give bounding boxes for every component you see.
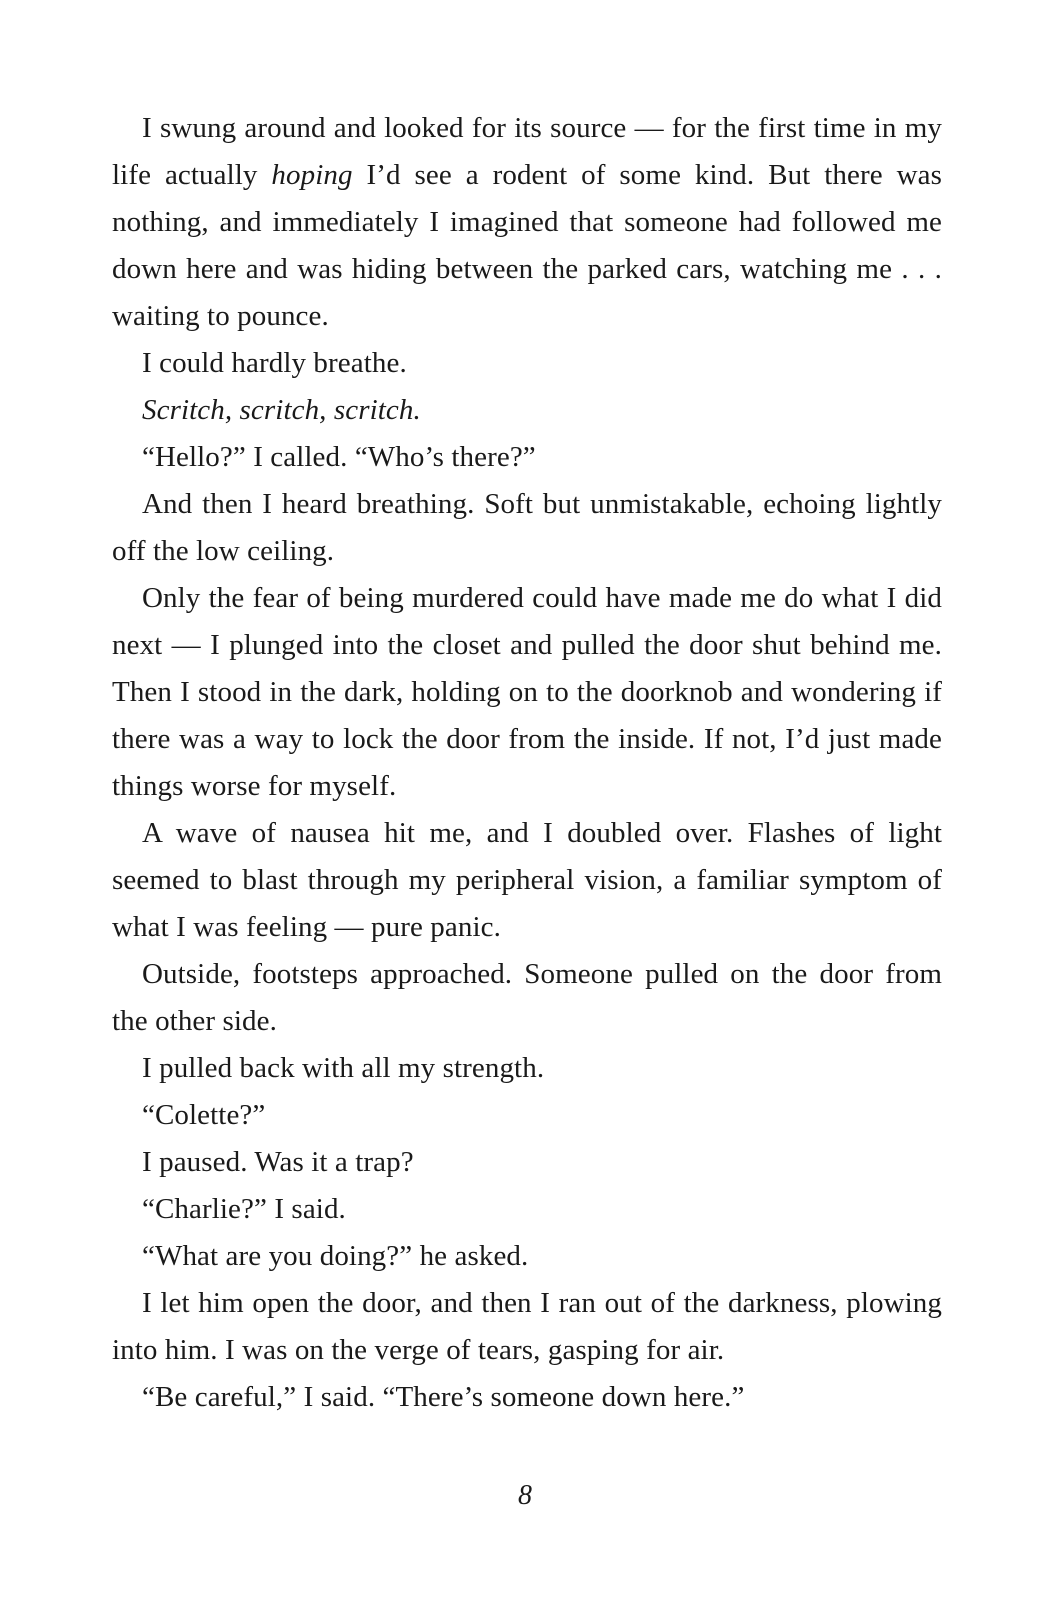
page-number: 8 — [518, 1480, 532, 1511]
paragraph — [112, 481, 942, 575]
paragraph-text: I’d see a rodent of some kind. But there was nothing, and immediately I imagined that someone had followed me down here and was hiding between the parked cars, watching me . . . waiting to pounce. — [112, 159, 942, 332]
paragraph — [112, 105, 942, 340]
paragraph-text: A wave of nausea hit me, and I doubled over. Flashes of light seemed to blast through my peripheral vision, a familiar symptom of what I was feeling — pure panic. — [112, 817, 942, 943]
paragraph — [112, 387, 942, 434]
paragraph-text: “Colette?” — [142, 1099, 266, 1131]
paragraph-text: I paused. Was it a trap? — [142, 1146, 414, 1178]
paragraph-text: “Hello?” I called. “Who’s there?” — [142, 441, 536, 473]
paragraph-text: “What are you doing?” he asked. — [142, 1240, 529, 1272]
paragraph — [112, 1092, 942, 1139]
paragraph — [112, 1045, 942, 1092]
paragraph-text: I let him open the door, and then I ran out of the darkness, plowing into him. I was on the verge of tears, gasping for air. — [112, 1287, 942, 1366]
italic-text: hoping — [271, 159, 353, 191]
paragraph — [112, 1233, 942, 1280]
italic-text: Scritch, scritch, scritch. — [142, 394, 421, 426]
paragraph — [112, 340, 942, 387]
paragraph — [112, 575, 942, 810]
paragraph-text: And then I heard breathing. Soft but unmistakable, echoing lightly off the low ceiling. — [112, 488, 942, 567]
paragraph — [112, 1374, 942, 1421]
paragraph — [112, 1186, 942, 1233]
paragraph — [112, 1139, 942, 1186]
paragraph — [112, 434, 942, 481]
paragraph-text: I swung around and looked for its source — for the first time in my life actually — [112, 112, 942, 191]
paragraph-text: I could hardly breathe. — [142, 347, 407, 379]
paragraph-text: I pulled back with all my strength. — [142, 1052, 545, 1084]
paragraph-text: Outside, footsteps approached. Someone pulled on the door from the other side. — [112, 958, 942, 1037]
paragraph-text: “Charlie?” I said. — [142, 1193, 346, 1225]
paragraph — [112, 951, 942, 1045]
body-text — [112, 105, 942, 1421]
paragraph-text: “Be careful,” I said. “There’s someone down here.” — [142, 1381, 745, 1413]
paragraph — [112, 810, 942, 951]
paragraph — [112, 1280, 942, 1374]
paragraph-text: Only the fear of being murdered could have made me do what I did next — I plunged into the closet and pulled the door shut behind me. Then I stood in the dark, holding on to the doorknob and wondering if there was a way to lock the door from the inside. If not, I’d just made things worse for myself. — [112, 582, 942, 802]
